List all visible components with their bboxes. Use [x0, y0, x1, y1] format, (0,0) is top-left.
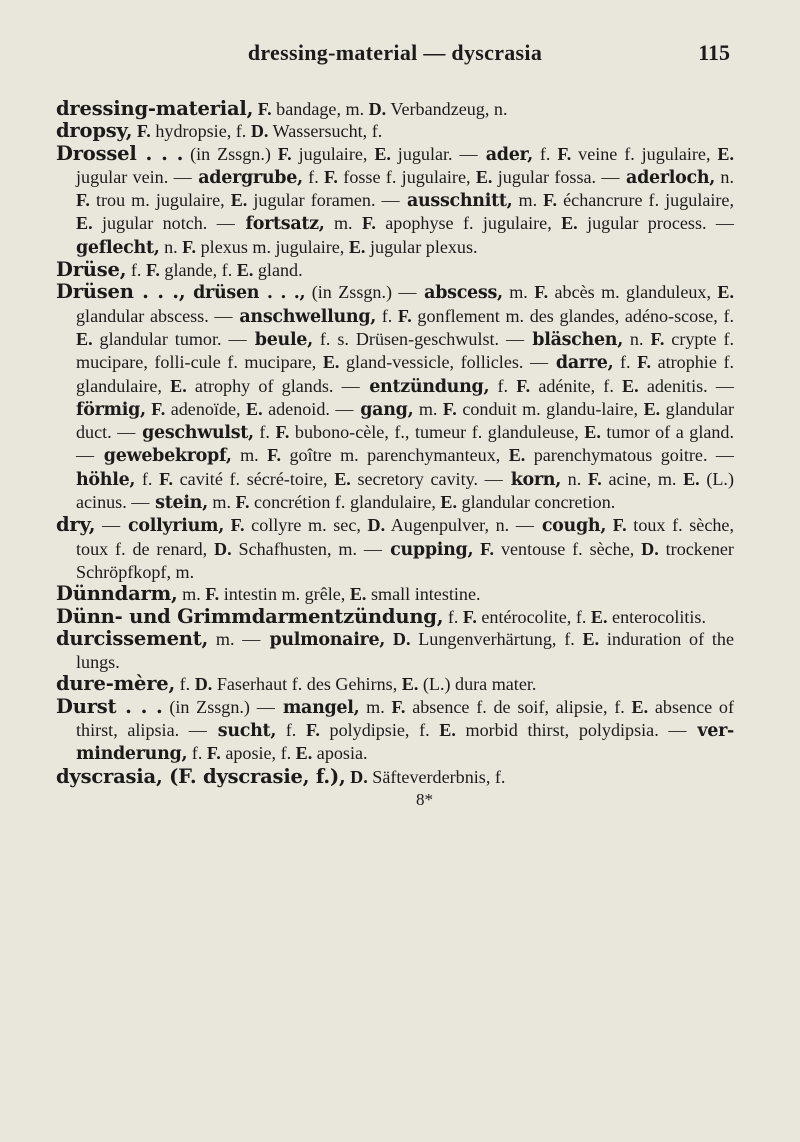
definition-text: toux f. sèche, toux f. de renard, [76, 515, 734, 559]
definition-text: m. [324, 213, 353, 234]
language-marker: F. [384, 696, 406, 717]
definition-text: m. [512, 190, 538, 211]
language-marker: E. [586, 606, 608, 627]
language-marker: F. [269, 422, 290, 443]
subentry-term: gewebekropf, [94, 446, 232, 467]
definition-text: f. [253, 422, 270, 443]
definition-text: f. [276, 720, 297, 741]
definition-text: atrophie f. glandulaire, [76, 352, 734, 396]
definition-text: f. [489, 375, 509, 396]
entry-dyscrasia [56, 766, 734, 788]
signature-mark: 8* [416, 789, 433, 809]
page-number: 115 [698, 40, 730, 65]
language-marker: F. [643, 328, 665, 349]
language-marker: E. [327, 468, 351, 489]
subentry-term: beule, [246, 329, 313, 350]
definition-text: Säfteverderbnis, f. [367, 766, 506, 787]
definition-text: m. [207, 492, 232, 513]
entry-dure-mere [56, 673, 734, 695]
language-marker: F. [76, 190, 90, 211]
language-marker: E. [316, 352, 340, 373]
definition-text: veine f. jugulaire, [571, 143, 711, 164]
definition-text: Lungenverhärtung, f. [410, 628, 575, 649]
language-marker: F. [537, 190, 558, 211]
definition-text: adenoid. — [262, 398, 354, 419]
language-marker: F. [200, 584, 220, 605]
language-marker: F. [132, 121, 151, 142]
definition-text: jugular plexus. [365, 236, 478, 257]
definition-text: aposie, f. [220, 743, 292, 764]
definition-text: apophyse f. jugulaire, [375, 213, 552, 234]
language-marker: E. [344, 236, 366, 257]
definition-text: concrétion f. glandulaire, [249, 492, 436, 513]
headword: dure-mère, [56, 672, 176, 696]
definition-text: (in Zssgn.) [183, 143, 271, 164]
definition-text: f. s. Drüsen-geschwulst. — [312, 328, 525, 349]
definition-text: f. [443, 606, 459, 627]
definition-text: parenchymatous goitre. — [525, 445, 734, 466]
definition-text: collyre m. sec, [244, 515, 361, 536]
subentry-term: höhle, [76, 469, 136, 490]
language-marker: F. [141, 260, 160, 281]
definition-text: adenitis. — [638, 375, 734, 396]
headword: Drüsen . . ., [56, 280, 186, 304]
definition-text: glandular tumor. — [92, 328, 247, 349]
headword: dyscrasia, [56, 764, 163, 788]
definition-text: m. [231, 445, 259, 466]
definition-text: atrophy of glands. — [186, 375, 360, 396]
language-marker: E. [429, 720, 456, 741]
definition-text: crypte f. mucipare, folli-cule f. mucipare, [76, 328, 734, 373]
definition-text: n. [715, 166, 734, 187]
definition-text: f. [187, 743, 203, 764]
headword: dressing-material, [56, 97, 254, 120]
definition-text: m. [359, 696, 385, 717]
language-marker: E. [710, 143, 734, 164]
headword: dry, [56, 513, 96, 537]
language-marker: E. [638, 398, 661, 419]
definition-text: f. [126, 260, 142, 281]
headword: (F. dyscrasie, f.), [162, 764, 346, 788]
entry-dunn-und-grimmdarmentzundung [56, 606, 734, 628]
definition-text: m. — [208, 628, 261, 649]
language-marker: D. [364, 99, 387, 119]
definition-text: tumor of a gland. — [76, 422, 735, 466]
definition-text: Verbandzeug, n. [386, 99, 508, 119]
language-marker: E. [578, 422, 601, 443]
definition-text: cavité f. sécré-toire, [173, 468, 328, 489]
definition-text: jugular notch. — [92, 213, 235, 234]
definition-text: f. [532, 143, 551, 164]
definition-text: goître m. parenchymanteux, [281, 445, 501, 466]
language-marker: F. [224, 515, 245, 536]
subentry-term: gang, [353, 399, 414, 420]
headword: Drüse, [56, 258, 127, 282]
entry-dry [56, 514, 734, 583]
definition-text: absence f. de soif, alipsie, f. [405, 696, 625, 717]
subentry-term: mangel, [274, 697, 360, 718]
entry-durst [56, 696, 734, 766]
language-marker: E. [367, 143, 391, 164]
definition-text: trockener Schröpfkopf, m. [76, 538, 734, 582]
language-marker: F. [296, 720, 320, 741]
definition-text: glandular abscess. — [76, 305, 233, 326]
language-marker: F. [352, 213, 376, 234]
definition-text: (L.) dura mater. [418, 674, 537, 695]
definition-text: Faserhaut f. des Gehirns, [212, 674, 398, 695]
definition-text: jugulaire, [291, 143, 368, 164]
language-marker: E. [500, 445, 526, 466]
language-marker: E. [232, 260, 254, 281]
language-marker: F. [527, 282, 549, 303]
language-marker: E. [224, 190, 248, 211]
definition-text: (in Zssgn.) — [305, 282, 417, 303]
subentry-term: fortsatz, [234, 214, 325, 235]
language-marker: F. [550, 143, 572, 164]
language-marker: D. [246, 121, 269, 142]
subentry-term: aderloch, [619, 167, 716, 188]
running-head-title: dressing-material — dyscrasia [247, 40, 543, 65]
definition-text: trou m. jugulaire, [89, 190, 225, 211]
definition-text: f. [302, 166, 319, 187]
subentry-term: collyrium, [120, 516, 224, 537]
definition-text: (in Zssgn.) — [162, 696, 275, 717]
language-marker: E. [710, 282, 734, 303]
language-marker: F. [145, 398, 166, 419]
definition-text: absence of thirst, alipsia. — [76, 696, 734, 741]
definition-text: n. [159, 236, 178, 257]
definition-text: gland. [253, 260, 303, 281]
definition-text: jugular. — [390, 143, 478, 164]
language-marker: F. [177, 236, 197, 257]
headword: Dünndarm, [56, 582, 178, 606]
subentry-term: adergrube, [191, 167, 303, 188]
subentry-term: stein, [149, 493, 208, 514]
entry-druse [56, 259, 734, 281]
language-marker: F. [253, 99, 272, 119]
subentry-term: ausschnitt, [399, 191, 513, 212]
language-marker: E. [613, 375, 639, 396]
definition-text: f. [175, 674, 191, 695]
definition-text: Wassersucht, f. [268, 121, 383, 142]
headword: dropsy, [56, 119, 133, 143]
language-marker: F. [258, 445, 282, 466]
definition-text: f. [376, 305, 393, 326]
entry-dunndarm [56, 583, 734, 605]
subentry-term: förmig, [76, 399, 146, 420]
language-marker: D. [207, 538, 232, 559]
language-marker: F. [606, 515, 627, 536]
definition-text: morbid thirst, polydipsia. — [455, 720, 687, 741]
language-marker: F. [458, 606, 477, 627]
definition-text: glandular concretion. [457, 492, 616, 513]
language-marker: E. [291, 743, 313, 764]
definition-text: jugular process. — [577, 213, 734, 234]
subentry-term: korn, [502, 469, 562, 490]
subentry-term: cupping, [381, 539, 474, 560]
definition-text: gonflement m. des glandes, adéno-scose, f. [411, 305, 734, 326]
definition-text: jugular foramen. — [247, 190, 400, 211]
headword: Durst . . . [56, 694, 163, 718]
definition-text: glande, f. [159, 260, 233, 281]
subentry-term: abscess, [416, 283, 503, 304]
definition-text: plexus m. jugulaire, [196, 236, 345, 257]
language-marker: F. [392, 305, 412, 326]
definition-text: m. [177, 584, 201, 605]
subentry-term: sucht, [206, 721, 277, 742]
language-marker: E. [240, 398, 263, 419]
language-marker: E. [161, 375, 187, 396]
language-marker: E. [76, 213, 93, 234]
language-marker: E. [435, 492, 457, 513]
subentry-term: ver-minderung, [76, 721, 734, 765]
language-marker: D. [190, 674, 213, 695]
definition-text: fosse f. jugulaire, [337, 166, 471, 187]
subentry-term: drüsen . . ., [185, 283, 306, 304]
language-marker: E. [676, 468, 700, 489]
headword: durcissement, [56, 626, 209, 650]
language-marker: F. [581, 468, 602, 489]
definition-text: polydipsie, f. [319, 720, 430, 741]
subentry-term: bläschen, [524, 329, 623, 350]
language-marker: E. [624, 696, 649, 717]
running-head [56, 40, 734, 90]
language-marker: F. [508, 375, 531, 396]
language-marker: F. [630, 352, 652, 373]
definition-text: entérocolite, f. [476, 606, 587, 627]
definition-text: — [95, 515, 121, 536]
definition-text: (L.) acinus. — [76, 468, 734, 513]
definition-text: ventouse f. sèche, [494, 538, 635, 559]
entry-list [56, 98, 734, 788]
definition-text: glandular duct. — [76, 398, 734, 443]
entry-drusen [56, 281, 734, 514]
definition-text: f. [135, 468, 153, 489]
definition-text: induration of the lungs. [76, 628, 734, 673]
definition-text: f. [613, 352, 631, 373]
subentry-term: cough, [533, 516, 607, 537]
entry-drossel [56, 143, 734, 259]
entry-durcissement [56, 628, 734, 674]
definition-text: gland-vessicle, follicles. — [339, 352, 549, 373]
definition-text: adénite, f. [530, 375, 614, 396]
definition-text: bandage, m. [271, 99, 365, 119]
definition-text: n. [561, 468, 582, 489]
subentry-term: geflecht, [76, 237, 160, 258]
definition-text: jugular vein. — [76, 166, 192, 187]
language-marker: E. [345, 584, 367, 605]
definition-text: conduit m. glandu-laire, [456, 398, 639, 419]
headword: Dünn- und Grimmdarmentzündung, [56, 604, 444, 628]
definition-text: bubono-cèle, f., tumeur f. glanduleuse, [289, 422, 579, 443]
language-marker: E. [574, 628, 600, 649]
definition-text: échancrure f. jugulaire, [557, 190, 734, 211]
entry-dropsy [56, 120, 734, 142]
language-marker: F. [202, 743, 221, 764]
language-marker: D. [345, 766, 368, 787]
language-marker: F. [437, 398, 457, 419]
language-marker: F. [231, 492, 250, 513]
definition-text: Augenpulver, n. — [385, 515, 534, 536]
language-marker: D. [360, 515, 386, 536]
definition-text: aposia. [312, 743, 368, 764]
definition-text: acine, m. [601, 468, 677, 489]
definition-text: secretory cavity. — [350, 468, 503, 489]
definition-text: m. [413, 398, 438, 419]
definition-text: small intestine. [366, 584, 481, 605]
entry-dressing-material [56, 98, 734, 120]
language-marker: E. [470, 166, 493, 187]
headword: Drossel . . . [56, 141, 184, 165]
subentry-term: ader, [477, 144, 533, 165]
subentry-term: anschwellung, [232, 306, 377, 327]
definition-text: abcès m. glanduleux, [548, 282, 711, 303]
subentry-term: geschwulst, [135, 423, 254, 444]
language-marker: D. [634, 538, 659, 559]
definition-text: Schafhusten, m. — [231, 538, 382, 559]
subentry-term: darre, [548, 353, 614, 374]
definition-text: intestin m. grêle, [219, 584, 346, 605]
definition-text: jugular fossa. — [492, 166, 620, 187]
definition-text: adenoïde, [165, 398, 241, 419]
definition-text: hydropsie, f. [150, 121, 247, 142]
language-marker: E. [551, 213, 578, 234]
language-marker: E. [397, 674, 419, 695]
language-marker: F. [318, 166, 338, 187]
language-marker: D. [385, 628, 411, 649]
subentry-term: entzündung, [359, 376, 490, 397]
definition-text: m. [502, 282, 528, 303]
definition-text: n. [623, 328, 644, 349]
language-marker: F. [270, 143, 292, 164]
subentry-term: pulmonaire, [260, 629, 386, 650]
definition-text: enterocolitis. [607, 606, 706, 627]
language-marker: F. [152, 468, 173, 489]
language-marker: F. [473, 538, 495, 559]
language-marker: E. [76, 328, 93, 349]
